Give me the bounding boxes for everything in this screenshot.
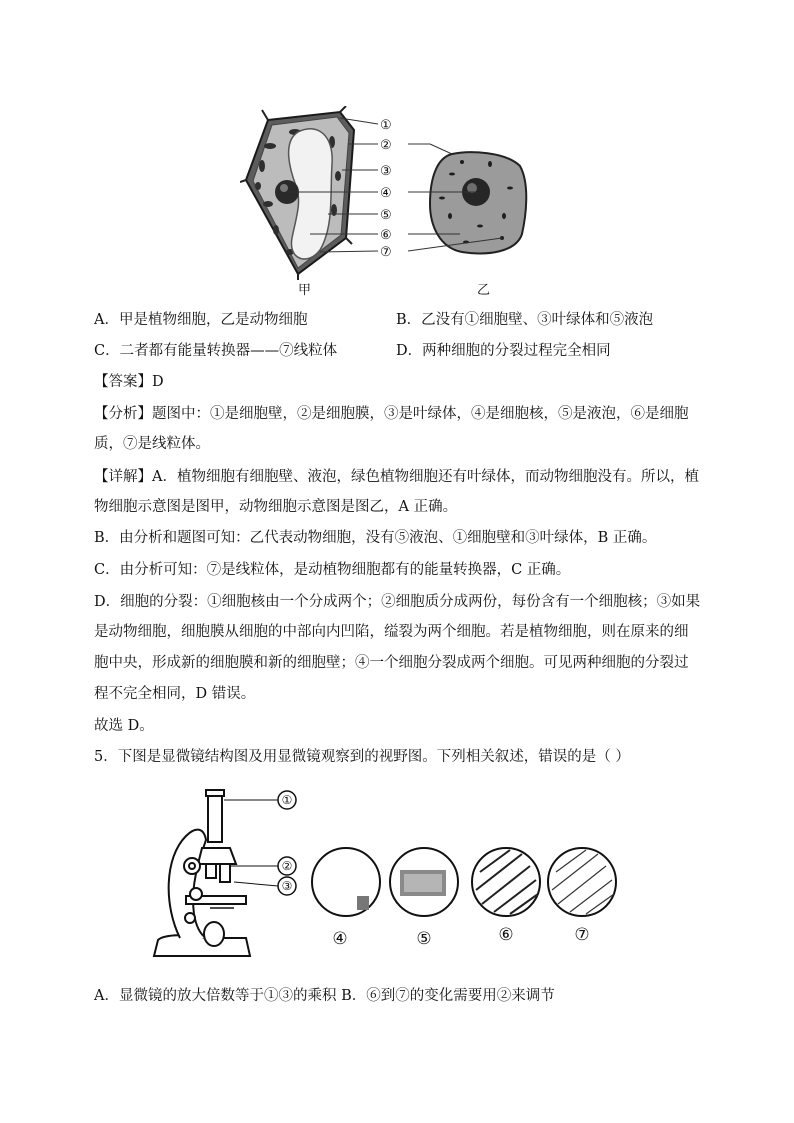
detail-line-1: 【详解】A．植物细胞有细胞壁、液泡，绿色植物细胞还有叶绿体，而动物细胞没有。所以，植 (94, 469, 699, 485)
label-3: ③ (380, 164, 392, 179)
detail-line-8: 程不完全相同，D 错误。 (94, 686, 256, 702)
q4-option-d: D．两种细胞的分裂过程完全相同 (396, 343, 611, 359)
label-4: ④ (380, 186, 392, 201)
field-label-5: ⑤ (416, 929, 432, 949)
detail-line-3: B．由分析和题图可知：乙代表动物细胞，没有⑤液泡、①细胞壁和③叶绿体，B 正确。 (94, 530, 657, 546)
q4-option-b: B．乙没有①细胞壁、③叶绿体和⑤液泡 (396, 312, 654, 328)
field-label-6: ⑥ (498, 925, 514, 945)
caption-yi: 乙 (477, 283, 491, 298)
microscope-label-1: ① (281, 793, 293, 807)
microscope-label-3: ③ (281, 879, 293, 893)
field-view-7 (548, 848, 616, 916)
field-label-4: ④ (332, 929, 348, 949)
field-label-7: ⑦ (574, 925, 590, 945)
detail-line-5: D．细胞的分裂：①细胞核由一个分成两个；②细胞质分成两份，每份含有一个细胞核；③如果 (94, 594, 701, 610)
detail-line-4: C．由分析可知：⑦是线粒体，是动植物细胞都有的能量转换器，C 正确。 (94, 562, 571, 578)
analysis-line-1: 【分析】题图中：①是细胞壁，②是细胞膜，③是叶绿体，④是细胞核，⑤是液泡，⑥是细胞 (94, 406, 689, 422)
field-view-4 (312, 848, 380, 916)
analysis-line-2: 质，⑦是线粒体。 (94, 436, 210, 452)
label-7: ⑦ (380, 245, 392, 260)
microscope-svg (150, 788, 630, 960)
answer-line: 【答案】D (94, 374, 164, 390)
field-view-6 (472, 848, 540, 916)
detail-line-7: 胞中央，形成新的细胞膜和新的细胞壁；④一个细胞分裂成两个细胞。可见两种细胞的分裂过 (94, 655, 689, 671)
label-1: ① (380, 118, 392, 133)
cell-diagram-figure (240, 106, 540, 300)
microscope-label-2: ② (281, 859, 293, 873)
cell-diagram-svg (240, 106, 540, 300)
label-5: ⑤ (380, 208, 392, 223)
microscope-figure (150, 788, 630, 960)
q4-option-c: C．二者都有能量转换器——⑦线粒体 (94, 343, 338, 359)
detail-line-6: 是动物细胞，细胞膜从细胞的中部向内凹陷，缢裂为两个细胞。若是植物细胞，则在原来的细 (94, 624, 689, 640)
q4-option-a: A．甲是植物细胞，乙是动物细胞 (94, 312, 308, 328)
caption-jia: 甲 (298, 283, 312, 298)
detail-conclusion: 故选 D。 (94, 718, 154, 734)
label-2: ② (380, 138, 392, 153)
q5-option-ab: A．显微镜的放大倍数等于①③的乘积 B．⑥到⑦的变化需要用②来调节 (94, 988, 555, 1004)
q5-stem: 5．下图是显微镜结构图及用显微镜观察到的视野图。下列相关叙述，错误的是（ ） (94, 749, 630, 765)
detail-line-2: 物细胞示意图是图甲，动物细胞示意图是图乙，A 正确。 (94, 499, 458, 515)
label-6: ⑥ (380, 228, 392, 243)
